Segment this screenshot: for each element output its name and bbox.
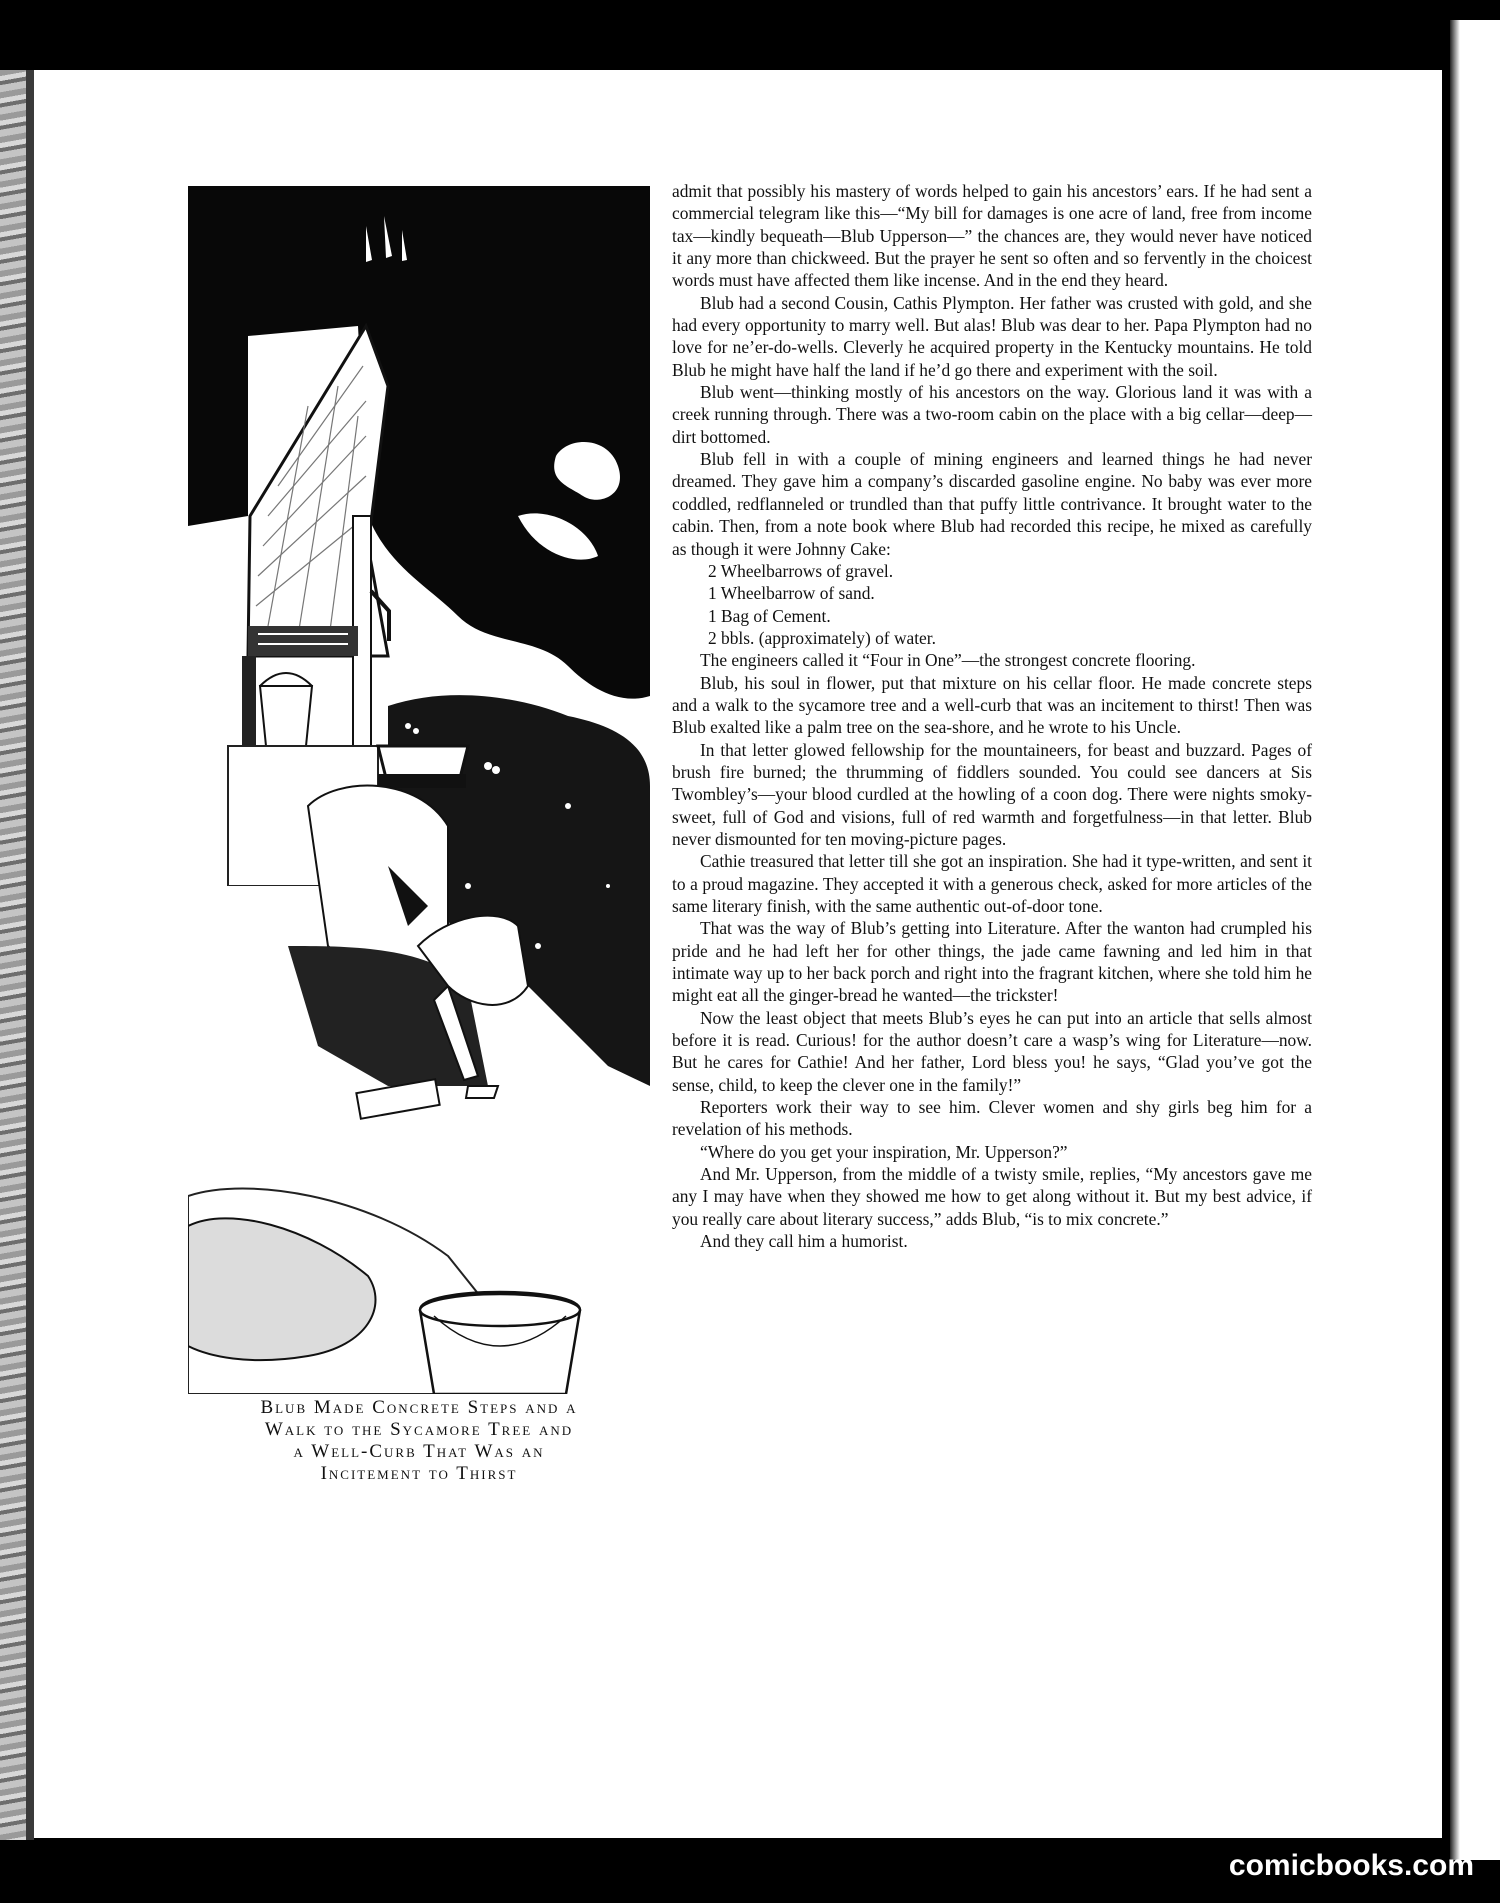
illustration-caption <box>188 1397 650 1485</box>
recipe-line: 2 Wheelbarrows of gravel. <box>708 560 894 581</box>
paragraph: And they call him a humorist. <box>700 1231 908 1252</box>
paragraph: Blub went—thinking mostly of his ancestors on the way. Glorious land it was with a creek running through. There was a two-room cabin on the place with a big cellar—deep—dirt bottomed. <box>672 382 1312 447</box>
site-watermark: comicbooks.com <box>1228 1849 1474 1882</box>
caption-line-4: Incitement to Thirst <box>320 1463 518 1484</box>
paragraph: “Where do you get your inspiration, Mr. Upperson?” <box>700 1141 1068 1162</box>
caption-line-3: a Well-Curb That Was an <box>293 1441 545 1462</box>
paragraph: Cathie treasured that letter till she got an inspiration. She had it type-written, and sent it to a proud magazine. They accepted it with a generous check, asked for more articles of the same literary finish, with the same authentic out-of-door tone. <box>672 851 1312 916</box>
caption-line-2: Walk to the Sycamore Tree and <box>264 1419 574 1440</box>
paragraph: Reporters work their way to see him. Clever women and shy girls beg him for a revelation of his methods. <box>672 1097 1312 1140</box>
book-edge-shadow <box>26 70 34 1840</box>
paragraph: Now the least object that meets Blub’s eyes he can put into an article that sells almost before it is read. Curious! for the author doesn’t care a wasp’s wing for Literature—now. But he cares for Cathie! And her father, Lord bless you! he says, “Glad you’ve got the sense, child, to keep the clever one in the family!” <box>672 1007 1312 1095</box>
recipe-line: 2 bbls. (approximately) of water. <box>708 627 936 648</box>
facing-page-shade <box>1450 20 1460 1860</box>
paragraph: Blub had a second Cousin, Cathis Plympton. Her father was crusted with gold, and she had every opportunity to marry well. But alas! Blub was dear to her. Papa Plympton had no love for ne’er-do-wells. Cleverly he acquired property in the Kentucky mountains. He told Blub he might have half the land if he’d go there and experiment with the soil. <box>672 292 1312 380</box>
article-text <box>672 180 1312 1253</box>
paragraph: In that letter glowed fellowship for the mountaineers, for beast and buzzard. Pages of brush fire burned; the thrumming of fiddlers sounded. You could see dancers at Sis Twombley’s—your blood curdled at the howling of a coon dog. There were nights smoky-sweet, full of God and visions, full of red warmth and forgetfulness—in that letter. Blub never dismounted for ten moving-picture pages. <box>672 739 1312 849</box>
page-gutter <box>1442 60 1450 1850</box>
paragraph: Blub, his soul in flower, put that mixture on his cellar floor. He made concrete steps and a walk to the sycamore tree and a well-curb that was an incitement to thirst! Then was Blub exalted like a palm tree on the sea-shore, and he wrote to his Uncle. <box>672 672 1312 738</box>
paragraph: That was the way of Blub’s getting into Literature. After the wanton had crumpled his pride and he had left her for other things, the jade came fawning and led him in that intimate way up to her back porch and right into the fragrant kitchen, where she told him he might eat all the ginger-bread he wanted—the trickster! <box>672 918 1312 1006</box>
paragraph: The engineers called it “Four in One”—the strongest concrete flooring. <box>700 650 1196 671</box>
illustration-drawing <box>188 186 650 1394</box>
paragraph: admit that possibly his mastery of words helped to gain his ancestors’ ears. If he had sent a commercial telegram like this—“My bill for damages is one acre of land, free from income tax—kindly bequeath—Blub Upperson—” the chances are, they would never have noticed it any more than chickweed. But the prayer he sent so often and so fervently in the choicest words must have affected them like incense. And in the end they heard. <box>672 181 1312 291</box>
illustration <box>188 186 650 1394</box>
caption-line-1: Blub Made Concrete Steps and a <box>260 1397 578 1418</box>
paragraph: And Mr. Upperson, from the middle of a twisty smile, replies, “My ancestors gave me any I may have when they showed me how to get along without it. But my best advice, if you really care about literary success,” adds Blub, “is to mix concrete.” <box>672 1164 1312 1229</box>
recipe-line: 1 Wheelbarrow of sand. <box>708 583 875 604</box>
recipe-line: 1 Bag of Cement. <box>708 605 831 626</box>
paragraph: Blub fell in with a couple of mining engineers and learned things he had never dreamed. They gave him a company’s discarded gasoline engine. No baby was ever more coddled, redflanneled or trundled than that puffy little contrivance. It brought water to the cabin. Then, from a note book where Blub had recorded this recipe, he mixed as carefully as though it were Johnny Cake: <box>672 449 1312 559</box>
